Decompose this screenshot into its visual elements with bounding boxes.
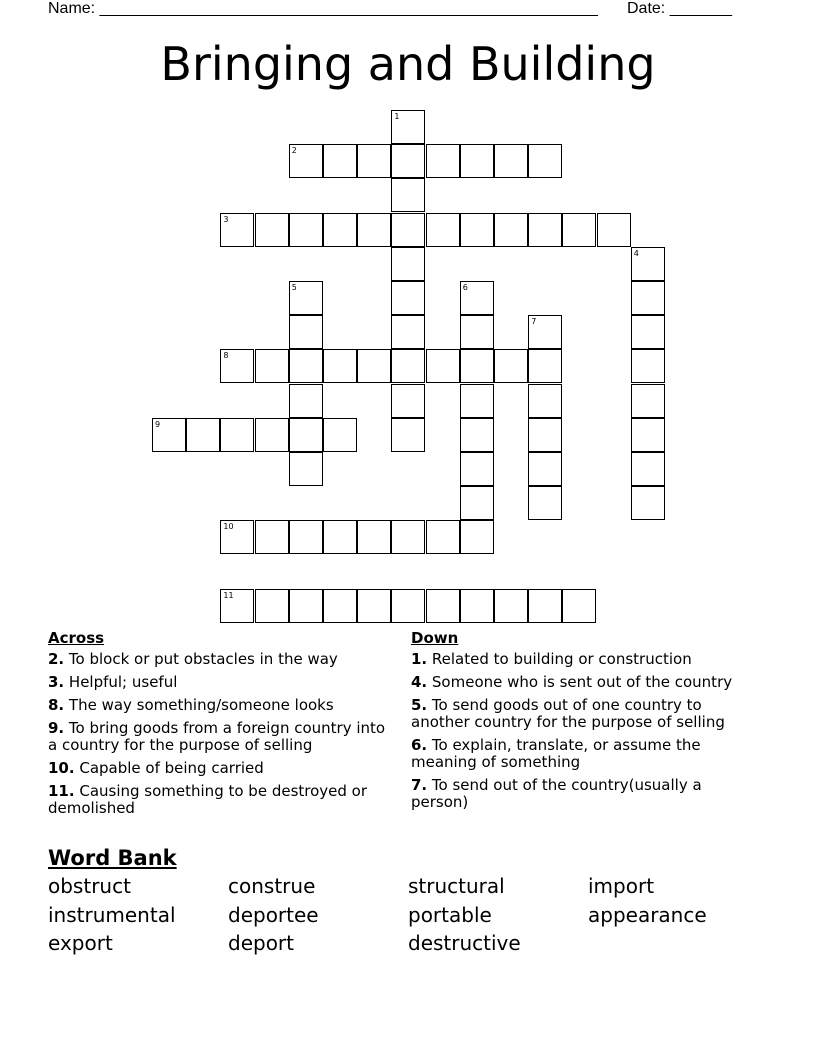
grid-cell[interactable]: [255, 589, 289, 623]
grid-cell[interactable]: [528, 315, 562, 349]
clue-number: 3.: [48, 673, 65, 691]
grid-cell[interactable]: [186, 418, 220, 452]
clue-number: 10.: [48, 759, 75, 777]
word-bank-word: deportee: [228, 903, 319, 927]
grid-cell[interactable]: [426, 213, 460, 247]
clue-number: 2: [291, 146, 297, 156]
word-bank-word: portable: [408, 903, 492, 927]
clue-text: To block or put obstacles in the way: [64, 650, 338, 668]
grid-cell[interactable]: [357, 349, 391, 383]
grid-cell[interactable]: [220, 418, 254, 452]
grid-cell[interactable]: [426, 520, 460, 554]
grid-cell[interactable]: [494, 213, 528, 247]
grid-cell[interactable]: [255, 520, 289, 554]
date-field-label: Date: _______: [627, 0, 732, 17]
grid-cell[interactable]: [597, 213, 631, 247]
grid-cell[interactable]: [528, 144, 562, 178]
word-bank-word: import: [588, 874, 655, 898]
grid-cell[interactable]: [391, 281, 425, 315]
grid-cell[interactable]: [631, 384, 665, 418]
across-clues: [48, 630, 388, 823]
grid-cell[interactable]: [289, 315, 323, 349]
across-clue: [48, 760, 388, 777]
grid-cell[interactable]: [460, 486, 494, 520]
grid-cell[interactable]: [460, 281, 494, 315]
clue-number: 9.: [48, 719, 65, 737]
grid-cell[interactable]: [323, 213, 357, 247]
grid-cell[interactable]: [289, 418, 323, 452]
word-bank-word: destructive: [408, 931, 521, 955]
grid-cell[interactable]: [220, 589, 254, 623]
grid-cell[interactable]: [220, 349, 254, 383]
clue-number: 6: [462, 283, 468, 292]
grid-cell[interactable]: [528, 452, 562, 486]
clue-number: 6.: [411, 736, 428, 754]
grid-cell[interactable]: [323, 144, 357, 178]
word-bank-title: Word Bank: [48, 846, 177, 870]
word-bank-word: structural: [408, 874, 505, 898]
grid-cell[interactable]: [426, 349, 460, 383]
grid-cell[interactable]: [494, 349, 528, 383]
clue-number: 8: [223, 351, 229, 361]
clue-number: 2.: [48, 650, 65, 668]
grid-cell[interactable]: [391, 110, 425, 144]
grid-cell[interactable]: [460, 144, 494, 178]
across-clue: [48, 674, 388, 691]
down-clue: [411, 697, 761, 731]
grid-cell[interactable]: [289, 520, 323, 554]
grid-cell[interactable]: [391, 247, 425, 281]
clue-text: Related to building or construction: [427, 650, 692, 668]
grid-cell[interactable]: [289, 349, 323, 383]
grid-cell[interactable]: [631, 486, 665, 520]
grid-cell[interactable]: [631, 452, 665, 486]
grid-cell[interactable]: [631, 315, 665, 349]
grid-cell[interactable]: [631, 247, 665, 281]
grid-cell[interactable]: [391, 144, 425, 178]
clue-number: 9: [155, 419, 161, 429]
word-bank-word: appearance: [588, 903, 707, 927]
grid-cell[interactable]: [289, 213, 323, 247]
grid-cell[interactable]: [528, 418, 562, 452]
grid-cell[interactable]: [289, 384, 323, 418]
down-clue: [411, 737, 761, 771]
clue-number: 3: [223, 214, 229, 224]
grid-cell[interactable]: [631, 418, 665, 452]
across-clue: [48, 783, 388, 817]
grid-cell[interactable]: [289, 589, 323, 623]
grid-cell[interactable]: [357, 144, 391, 178]
grid-cell[interactable]: [631, 349, 665, 383]
clue-number: 5: [291, 283, 297, 292]
clue-text: Helpful; useful: [64, 673, 178, 691]
grid-cell[interactable]: [494, 144, 528, 178]
name-field-label: Name: ________________________________________________________: [48, 0, 598, 17]
grid-cell[interactable]: [460, 213, 494, 247]
grid-cell[interactable]: [323, 418, 357, 452]
grid-cell[interactable]: [357, 589, 391, 623]
clue-number: 1: [394, 112, 400, 121]
grid-cell[interactable]: [220, 520, 254, 554]
grid-cell[interactable]: [289, 452, 323, 486]
grid-cell[interactable]: [323, 589, 357, 623]
grid-cell[interactable]: [528, 384, 562, 418]
grid-cell[interactable]: [391, 213, 425, 247]
grid-cell[interactable]: [255, 213, 289, 247]
down-heading: Down: [411, 629, 459, 647]
grid-cell[interactable]: [460, 315, 494, 349]
clue-number: 11.: [48, 782, 75, 800]
page-title: Bringing and Building: [160, 37, 656, 91]
clue-number: 8.: [48, 696, 65, 714]
grid-cell[interactable]: [460, 589, 494, 623]
grid-cell[interactable]: [631, 281, 665, 315]
clue-number: 4: [633, 248, 639, 258]
down-clue: [411, 674, 761, 691]
across-heading: Across: [48, 629, 105, 647]
grid-cell[interactable]: [357, 520, 391, 554]
clue-text: To bring goods from a foreign country into a country for the purpose of selling: [48, 719, 386, 754]
grid-cell[interactable]: [220, 213, 254, 247]
across-clue: [48, 651, 388, 668]
word-bank-word: obstruct: [48, 874, 131, 898]
grid-cell[interactable]: [528, 213, 562, 247]
grid-cell[interactable]: [391, 520, 425, 554]
grid-cell[interactable]: [152, 418, 186, 452]
grid-cell[interactable]: [255, 349, 289, 383]
clue-number: 4.: [411, 673, 428, 691]
down-clue: [411, 777, 761, 811]
clue-text: The way something/someone looks: [64, 696, 334, 714]
clue-number: 10: [223, 522, 234, 532]
across-clue: [48, 720, 388, 754]
clue-text: Someone who is sent out of the country: [427, 673, 733, 691]
down-clue: [411, 651, 761, 668]
grid-cell[interactable]: [391, 178, 425, 212]
grid-cell[interactable]: [255, 418, 289, 452]
grid-cell[interactable]: [562, 589, 596, 623]
grid-cell[interactable]: [460, 349, 494, 383]
grid-cell[interactable]: [426, 144, 460, 178]
grid-cell[interactable]: [289, 281, 323, 315]
clue-text: Capable of being carried: [74, 759, 264, 777]
grid-cell[interactable]: [323, 520, 357, 554]
grid-cell[interactable]: [289, 144, 323, 178]
grid-cell[interactable]: [391, 384, 425, 418]
clue-text: To explain, translate, or assume the meaning of something: [411, 736, 701, 771]
word-bank-word: deport: [228, 931, 294, 955]
down-clues: [411, 630, 761, 817]
grid-cell[interactable]: [391, 589, 425, 623]
clue-text: To send out of the country(usually a person): [411, 776, 702, 811]
grid-cell[interactable]: [494, 589, 528, 623]
grid-cell[interactable]: [460, 418, 494, 452]
grid-cell[interactable]: [426, 589, 460, 623]
clue-number: 1.: [411, 650, 428, 668]
grid-cell[interactable]: [528, 486, 562, 520]
grid-cell[interactable]: [460, 520, 494, 554]
clue-text: To send goods out of one country to another country for the purpose of selling: [411, 696, 725, 731]
grid-cell[interactable]: [528, 589, 562, 623]
grid-cell[interactable]: [391, 418, 425, 452]
word-bank-word: instrumental: [48, 903, 176, 927]
grid-cell[interactable]: [323, 349, 357, 383]
word-bank-word: construe: [228, 874, 316, 898]
across-clue: [48, 697, 388, 714]
grid-cell[interactable]: [391, 349, 425, 383]
grid-cell[interactable]: [528, 349, 562, 383]
clue-number: 5.: [411, 696, 428, 714]
clue-text: Causing something to be destroyed or demolished: [48, 782, 368, 817]
clue-number: 7: [531, 317, 537, 327]
word-bank-word: export: [48, 931, 113, 955]
clue-number: 7.: [411, 776, 428, 794]
grid-cell[interactable]: [460, 452, 494, 486]
grid-cell[interactable]: [562, 213, 596, 247]
grid-cell[interactable]: [460, 384, 494, 418]
grid-cell[interactable]: [357, 213, 391, 247]
grid-cell[interactable]: [391, 315, 425, 349]
clue-number: 11: [223, 590, 234, 600]
